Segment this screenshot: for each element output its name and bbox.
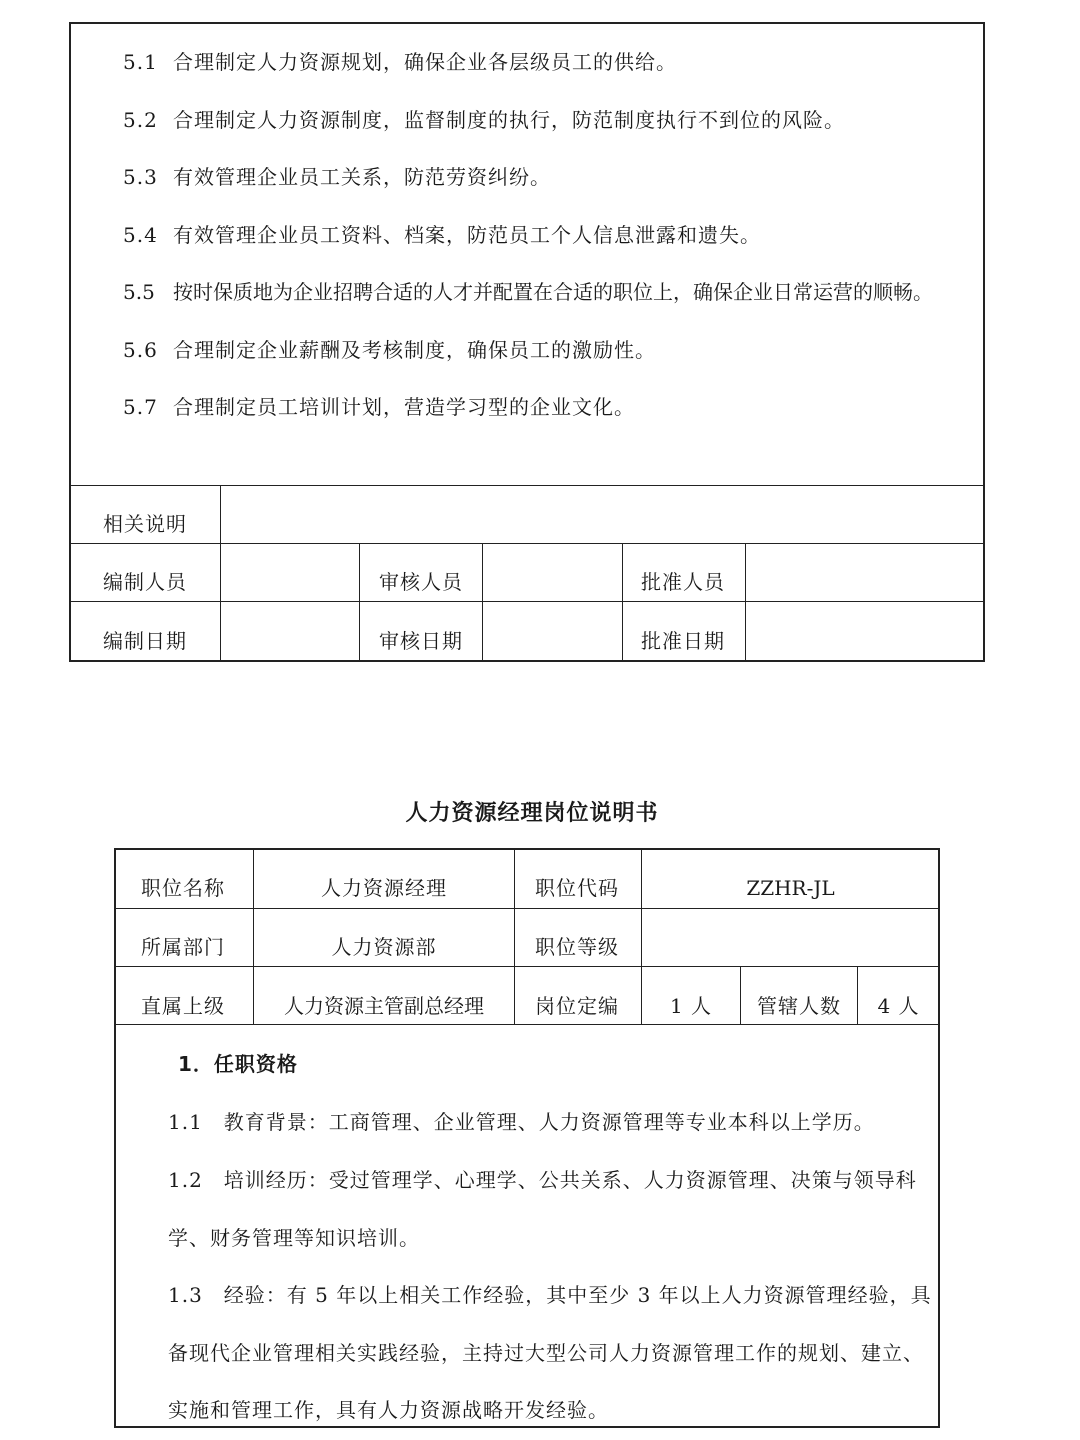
qualification-line: 学、财务管理等知识培训。 <box>168 1226 420 1250</box>
item-number: 5.1 <box>123 50 158 74</box>
responsibility-item <box>123 165 551 189</box>
approved-date-label: 批准日期 <box>641 629 725 653</box>
supervisor-value: 人力资源主管副总经理 <box>284 994 484 1018</box>
reviewed-by-label: 审核人员 <box>379 570 463 594</box>
approved-by-label: 批准人员 <box>641 570 725 594</box>
table-rule <box>70 485 984 486</box>
related-notes-label: 相关说明 <box>103 512 187 536</box>
department-value: 人力资源部 <box>331 935 437 959</box>
item-number: 5.5 <box>123 280 155 304</box>
responsibility-item <box>123 395 635 419</box>
responsibility-item <box>123 108 845 132</box>
reviewed-date-label: 审核日期 <box>379 629 463 653</box>
table-rule <box>115 1024 939 1025</box>
table-rule <box>115 908 939 909</box>
qualification-line: 1.1 教育背景：工商管理、企业管理、人力资源管理等专业本科以上学历。 <box>168 1110 875 1134</box>
position-name-label: 职位名称 <box>141 876 225 900</box>
position-code-value: ZZHR-JL <box>746 876 835 900</box>
grade-label: 职位等级 <box>535 935 619 959</box>
responsibility-item <box>123 280 933 304</box>
item-number: 5.7 <box>123 395 158 419</box>
item-text: 合理制定企业薪酬及考核制度，确保员工的激励性。 <box>173 338 656 362</box>
item-number: 5.2 <box>123 108 158 132</box>
headcount-label: 岗位定编 <box>535 994 619 1018</box>
subordinates-value: 4 人 <box>877 994 920 1018</box>
table-rule <box>482 543 483 661</box>
department-label: 所属部门 <box>141 935 225 959</box>
qualification-line: 1.3 经验：有 5 年以上相关工作经验，其中至少 3 年以上人力资源管理经验，具 <box>168 1283 932 1307</box>
prepared-date-label: 编制日期 <box>103 629 187 653</box>
item-number: 5.3 <box>123 165 158 189</box>
responsibility-item <box>123 223 761 247</box>
item-text: 按时保质地为企业招聘合适的人才并配置在合适的职位上，确保企业日常运营的顺畅。 <box>173 280 933 304</box>
qualification-line: 备现代企业管理相关实践经验，主持过大型公司人力资源管理工作的规划、建立、 <box>168 1341 924 1365</box>
position-code-label: 职位代码 <box>535 876 619 900</box>
item-text: 有效管理企业员工资料、档案，防范员工个人信息泄露和遗失。 <box>173 223 761 247</box>
table-rule <box>359 543 360 661</box>
supervisor-label: 直属上级 <box>141 994 225 1018</box>
table-rule <box>70 601 984 602</box>
document-title: 人力资源经理岗位说明书 <box>405 801 659 826</box>
responsibility-item <box>123 338 656 362</box>
table-rule <box>745 543 746 661</box>
qualification-line: 实施和管理工作，具有人力资源战略开发经验。 <box>168 1398 609 1422</box>
item-text: 合理制定人力资源规划，确保企业各层级员工的供给。 <box>173 50 677 74</box>
item-text: 合理制定员工培训计划，营造学习型的企业文化。 <box>173 395 635 419</box>
table-rule <box>115 966 939 967</box>
item-text: 有效管理企业员工关系，防范劳资纠纷。 <box>173 165 551 189</box>
qualification-line: 1.2 培训经历：受过管理学、心理学、公共关系、人力资源管理、决策与领导科 <box>168 1168 917 1192</box>
qualifications-heading: 1．任职资格 <box>178 1052 298 1076</box>
item-number: 5.6 <box>123 338 158 362</box>
responsibility-item <box>123 50 677 74</box>
table-rule <box>220 485 221 661</box>
subordinates-label: 管辖人数 <box>757 994 841 1018</box>
table-rule <box>70 543 984 544</box>
item-number: 5.4 <box>123 223 158 247</box>
position-name-value: 人力资源经理 <box>321 876 447 900</box>
table-rule <box>514 849 515 1024</box>
item-text: 合理制定人力资源制度，监督制度的执行，防范制度执行不到位的风险。 <box>173 108 845 132</box>
table-rule <box>622 543 623 661</box>
headcount-value: 1 人 <box>669 994 713 1018</box>
prepared-by-label: 编制人员 <box>103 570 187 594</box>
